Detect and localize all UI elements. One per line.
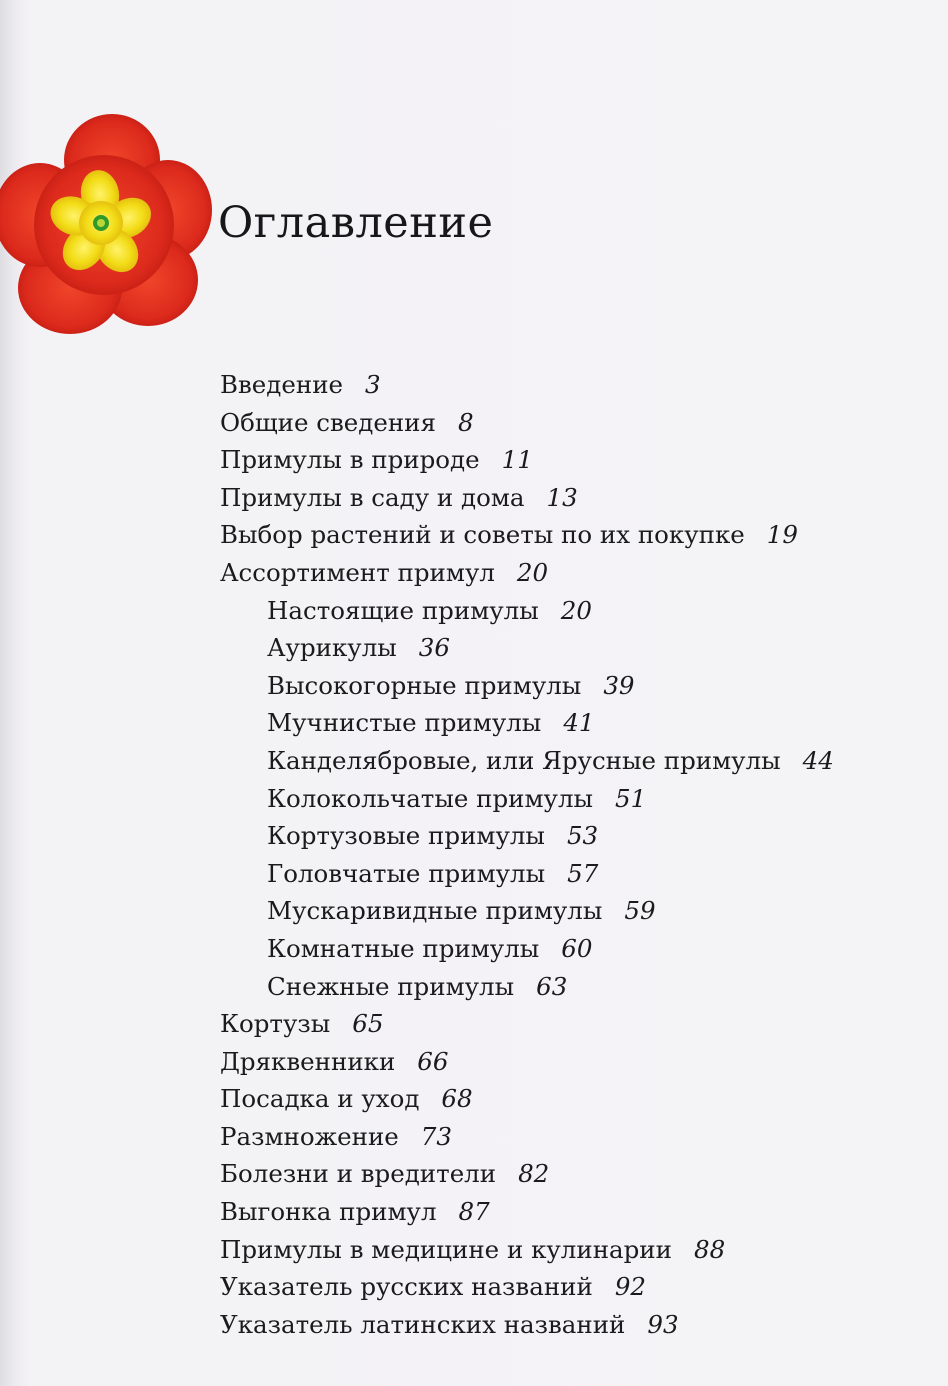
toc-entry <box>0 855 948 893</box>
toc-entry-page-number: 51 <box>615 783 647 813</box>
toc-entry <box>0 516 948 554</box>
toc-entry-page-number: 88 <box>693 1234 726 1264</box>
toc-entry-page-number: 65 <box>352 1009 384 1039</box>
toc-entry-label: Общие сведения <box>220 407 436 437</box>
toc-entry-label: Кортузовые примулы <box>267 821 545 851</box>
toc-entry-page-number: 59 <box>624 896 656 926</box>
toc-entry <box>0 1306 948 1344</box>
toc-entry <box>0 892 948 930</box>
primrose-flower-image <box>0 110 215 345</box>
toc-entry-label: Примулы в медицине и кулинарии <box>220 1234 672 1264</box>
toc-entry <box>0 667 948 705</box>
toc-entry-label: Канделябровые, или Ярусные примулы <box>267 745 781 775</box>
toc-entry-page-number: 93 <box>647 1309 679 1339</box>
toc-entry-label: Головчатые примулы <box>267 858 546 888</box>
table-of-contents <box>0 366 948 1343</box>
toc-entry-page-number: 63 <box>536 971 568 1001</box>
toc-entry-label: Выгонка примул <box>220 1197 437 1227</box>
toc-entry-page-number: 20 <box>516 557 549 587</box>
toc-entry-page-number: 13 <box>546 482 578 512</box>
toc-entry-page-number: 20 <box>560 595 592 625</box>
toc-entry-page-number: 11 <box>501 445 533 475</box>
toc-entry-page-number: 60 <box>561 933 593 963</box>
toc-entry-label: Примулы в саду и дома <box>220 482 525 512</box>
page-title: Оглавление <box>218 198 494 248</box>
toc-entry-page-number: 73 <box>420 1121 452 1151</box>
toc-entry <box>0 930 948 968</box>
toc-entry-page-number: 41 <box>563 708 595 738</box>
toc-entry-label: Колокольчатые примулы <box>267 783 594 813</box>
toc-entry-label: Ассортимент примул <box>220 557 495 587</box>
toc-entry <box>0 441 948 479</box>
toc-entry-label: Болезни и вредители <box>220 1159 497 1189</box>
toc-entry <box>0 1268 948 1306</box>
toc-entry-label: Указатель латинских названий <box>220 1309 626 1339</box>
toc-entry <box>0 1231 948 1269</box>
toc-entry <box>0 592 948 630</box>
toc-entry-page-number: 19 <box>766 520 798 550</box>
toc-entry <box>0 704 948 742</box>
toc-entry-label: Высокогорные примулы <box>267 670 582 700</box>
toc-entry <box>0 554 948 592</box>
toc-entry-label: Выбор растений и советы по их покупке <box>220 520 745 550</box>
toc-entry-label: Дряквенники <box>220 1046 396 1076</box>
toc-entry <box>0 1080 948 1118</box>
toc-entry <box>0 1118 948 1156</box>
toc-entry-page-number: 68 <box>441 1084 473 1114</box>
toc-entry-label: Мускаривидные примулы <box>267 896 603 926</box>
toc-entry-label: Настоящие примулы <box>267 595 539 625</box>
toc-entry-page-number: 92 <box>614 1272 646 1302</box>
toc-entry-page-number: 57 <box>567 858 599 888</box>
toc-entry-page-number: 82 <box>518 1159 550 1189</box>
toc-entry-label: Введение <box>220 370 344 399</box>
toc-entry-page-number: 44 <box>802 745 834 775</box>
toc-entry-page-number: 8 <box>457 407 474 437</box>
toc-entry-label: Снежные примулы <box>267 971 515 1001</box>
toc-entry-label: Примулы в природе <box>220 445 480 475</box>
toc-entry <box>0 1005 948 1043</box>
toc-entry <box>0 817 948 855</box>
toc-entry-label: Указатель русских названий <box>220 1272 593 1302</box>
toc-entry-page-number: 87 <box>458 1197 490 1227</box>
toc-entry <box>0 479 948 517</box>
toc-entry <box>0 742 948 780</box>
toc-entry-label: Аурикулы <box>267 633 397 663</box>
toc-entry-page-number: 39 <box>603 670 635 700</box>
toc-entry <box>0 968 948 1006</box>
toc-entry <box>0 1193 948 1231</box>
toc-entry-label: Мучнистые примулы <box>267 708 542 738</box>
toc-entry <box>0 1043 948 1081</box>
toc-entry-page-number: 53 <box>566 821 599 851</box>
toc-entry-label: Кортузы <box>220 1009 331 1039</box>
toc-entry <box>0 1155 948 1193</box>
toc-entry <box>0 366 948 404</box>
toc-entry <box>0 780 948 818</box>
toc-entry-page-number: 66 <box>417 1046 449 1076</box>
toc-entry <box>0 404 948 442</box>
toc-entry <box>0 629 948 667</box>
toc-entry-label: Посадка и уход <box>220 1084 420 1114</box>
toc-entry-page-number: 36 <box>418 633 450 663</box>
toc-entry-label: Комнатные примулы <box>267 933 540 963</box>
toc-entry-page-number: 3 <box>365 370 381 399</box>
toc-entry-label: Размножение <box>220 1121 399 1151</box>
